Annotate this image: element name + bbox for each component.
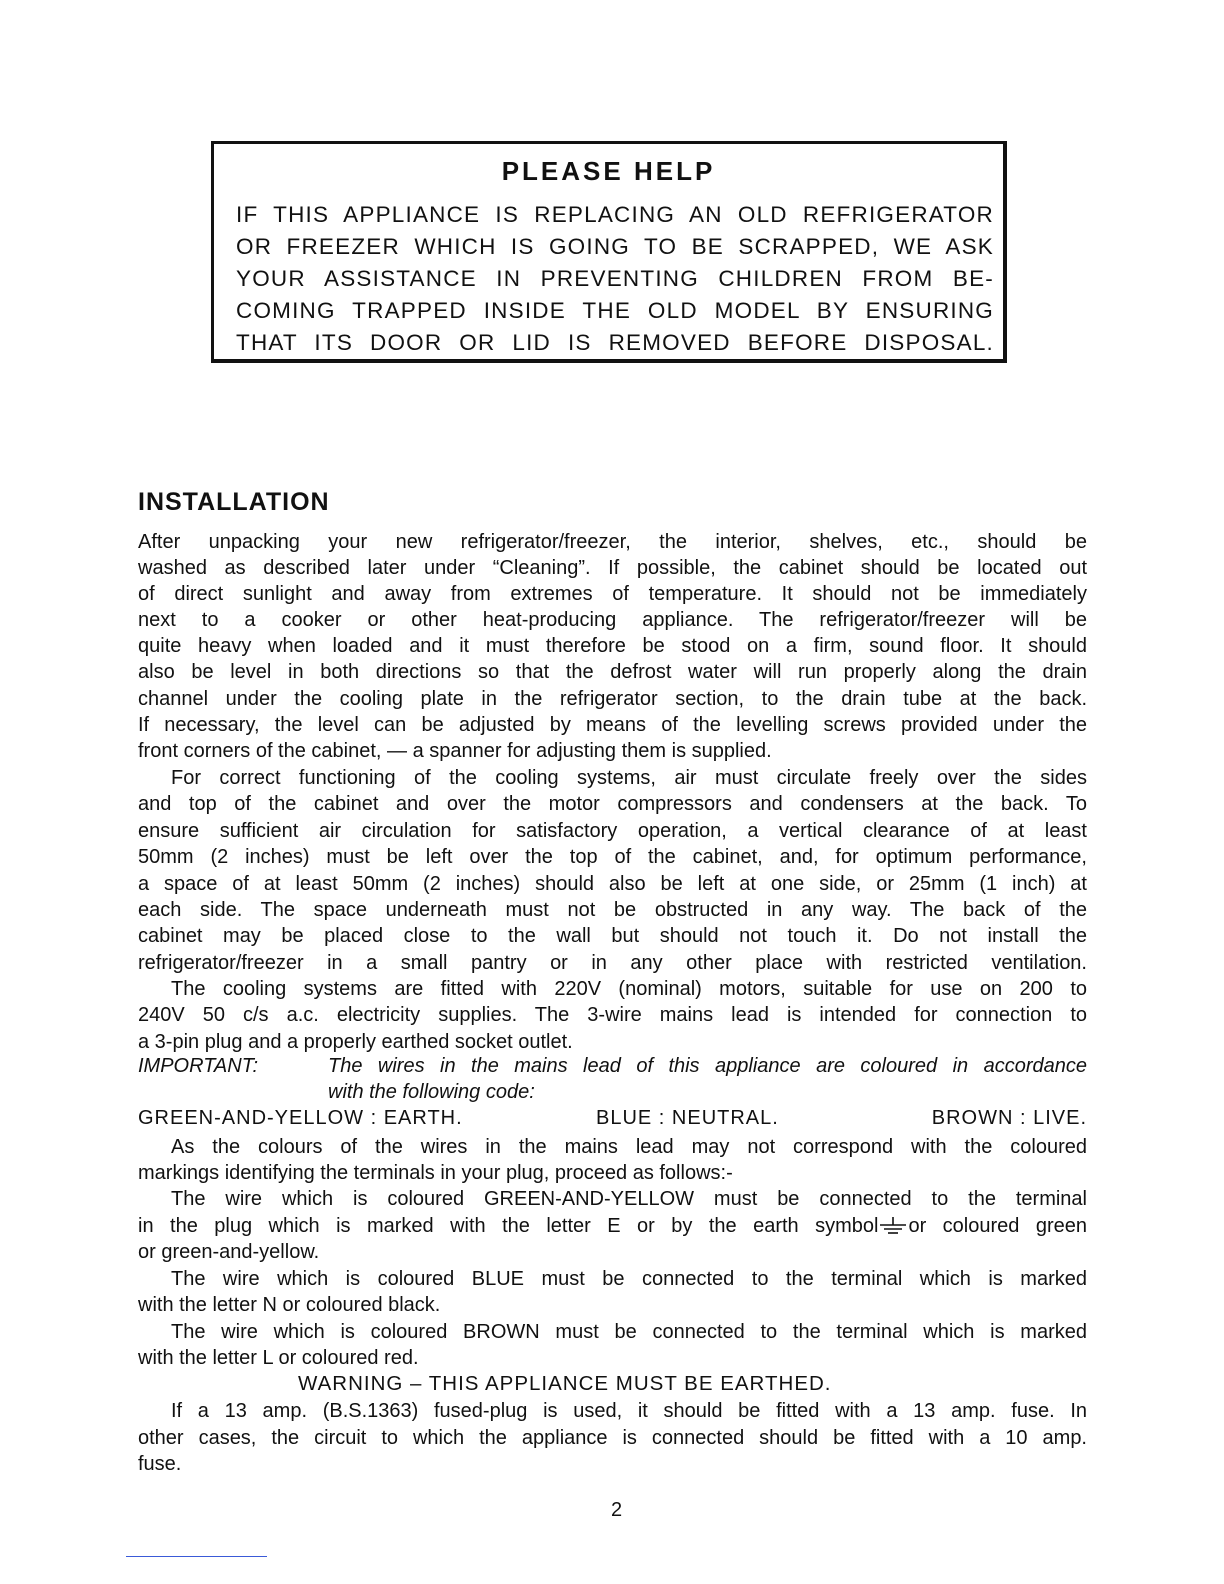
para1-line-2: washed as described later under “Cleaning”. If possible, the cabinet should be located out [138,557,1087,579]
important-text-line-2: with the following code: [328,1081,535,1103]
para2-line-6: each side. The space underneath must not be obstructed in any way. The back of the [138,899,1087,921]
para5-line-1: The wire which is coloured GREEN-AND-YELLOW must be connected to the terminal [171,1188,1087,1210]
para7-line-2: with the letter L or coloured red. [138,1347,419,1369]
help-line-3: YOUR ASSISTANCE IN PREVENTING CHILDREN FROM BE- [236,266,994,291]
earth-ground-icon [878,1216,908,1238]
para1-line-3: of direct sunlight and away from extremes of temperature. It should not be immediately [138,583,1087,605]
para1-line-6: also be level in both directions so that the defrost water will run properly along the drain [138,661,1087,683]
para2-line-2: and top of the cabinet and over the motor compressors and condensers at the back. To [138,793,1087,815]
code-live: BROWN : LIVE. [931,1107,1087,1129]
page-number: 2 [611,1499,623,1521]
important-text-line-1: The wires in the mains lead of this appliance are coloured in accordance [328,1055,1087,1077]
para5-line-2-end: or coloured green [908,1215,1087,1237]
para1-line-7: channel under the cooling plate in the refrigerator section, to the drain tube at the back. [138,688,1087,710]
para8-line-3: fuse. [138,1453,182,1475]
para2-line-4: 50mm (2 inches) must be left over the top of the cabinet, and, for optimum performance, [138,846,1087,868]
code-neutral: BLUE : NEUTRAL. [596,1107,779,1129]
help-line-2: OR FREEZER WHICH IS GOING TO BE SCRAPPED, WE ASK [236,234,994,259]
code-earth: GREEN-AND-YELLOW : EARTH. [138,1107,463,1129]
para8-line-2: other cases, the circuit to which the appliance is connected should be fitted with a 10 amp. [138,1427,1087,1449]
para2-line-7: cabinet may be placed close to the wall but should not touch it. Do not install the [138,925,1087,947]
para1-line-4: next to a cooker or other heat-producing appliance. The refrigerator/freezer will be [138,609,1087,631]
para4-line-2: markings identifying the terminals in your plug, proceed as follows:- [138,1162,733,1184]
para2-line-5: a space of at least 50mm (2 inches) should also be left at one side, or 25mm (1 inch) at [138,873,1087,895]
important-label: IMPORTANT: [138,1055,258,1077]
para6-line-1: The wire which is coloured BLUE must be connected to the terminal which is marked [171,1268,1087,1290]
para3-line-2: 240V 50 c/s a.c. electricity supplies. The 3-wire mains lead is intended for connection to [138,1004,1087,1026]
earthing-warning: WARNING – THIS APPLIANCE MUST BE EARTHED. [298,1372,832,1395]
para3-line-1: The cooling systems are fitted with 220V (nominal) motors, suitable for use on 200 to [171,978,1087,1000]
para2-line-8: refrigerator/freezer in a small pantry or in any other place with restricted ventilation. [138,952,1087,974]
para2-line-3: ensure sufficient air circulation for satisfactory operation, a vertical clearance of at least [138,820,1087,842]
para1-line-1: After unpacking your new refrigerator/freezer, the interior, shelves, etc., should be [138,531,1087,553]
para8-line-1: If a 13 amp. (B.S.1363) fused-plug is used, it should be fitted with a 13 amp. fuse. In [171,1400,1087,1422]
help-line-5: THAT ITS DOOR OR LID IS REMOVED BEFORE DISPOSAL. [236,330,994,355]
para5-line-3: or green-and-yellow. [138,1241,320,1263]
para1-line-5: quite heavy when loaded and it must therefore be stood on a firm, sound floor. It should [138,635,1087,657]
scan-rule [126,1556,267,1557]
para6-line-2: with the letter N or coloured black. [138,1294,441,1316]
para4-line-1: As the colours of the wires in the mains lead may not correspond with the coloured [171,1136,1087,1158]
para3-line-3: a 3-pin plug and a properly earthed socket outlet. [138,1031,573,1053]
help-line-1: IF THIS APPLIANCE IS REPLACING AN OLD REFRIGERATOR [236,202,994,227]
para2-line-1: For correct functioning of the cooling systems, air must circulate freely over the sides [171,767,1087,789]
para5-line-2-start: in the plug which is marked with the letter E or by the earth symbol [138,1215,879,1237]
para5-line-2 [138,1213,1087,1239]
please-help-title: PLEASE HELP [501,156,716,186]
para7-line-1: The wire which is coloured BROWN must be connected to the terminal which is marked [171,1321,1087,1343]
help-line-4: COMING TRAPPED INSIDE THE OLD MODEL BY ENSURING [236,298,994,323]
para1-line-9: front corners of the cabinet, — a spanner for adjusting them is supplied. [138,740,772,762]
para1-line-8: If necessary, the level can be adjusted by means of the levelling screws provided under the [138,714,1087,736]
please-help-box [211,141,1007,363]
installation-heading: INSTALLATION [138,488,330,516]
